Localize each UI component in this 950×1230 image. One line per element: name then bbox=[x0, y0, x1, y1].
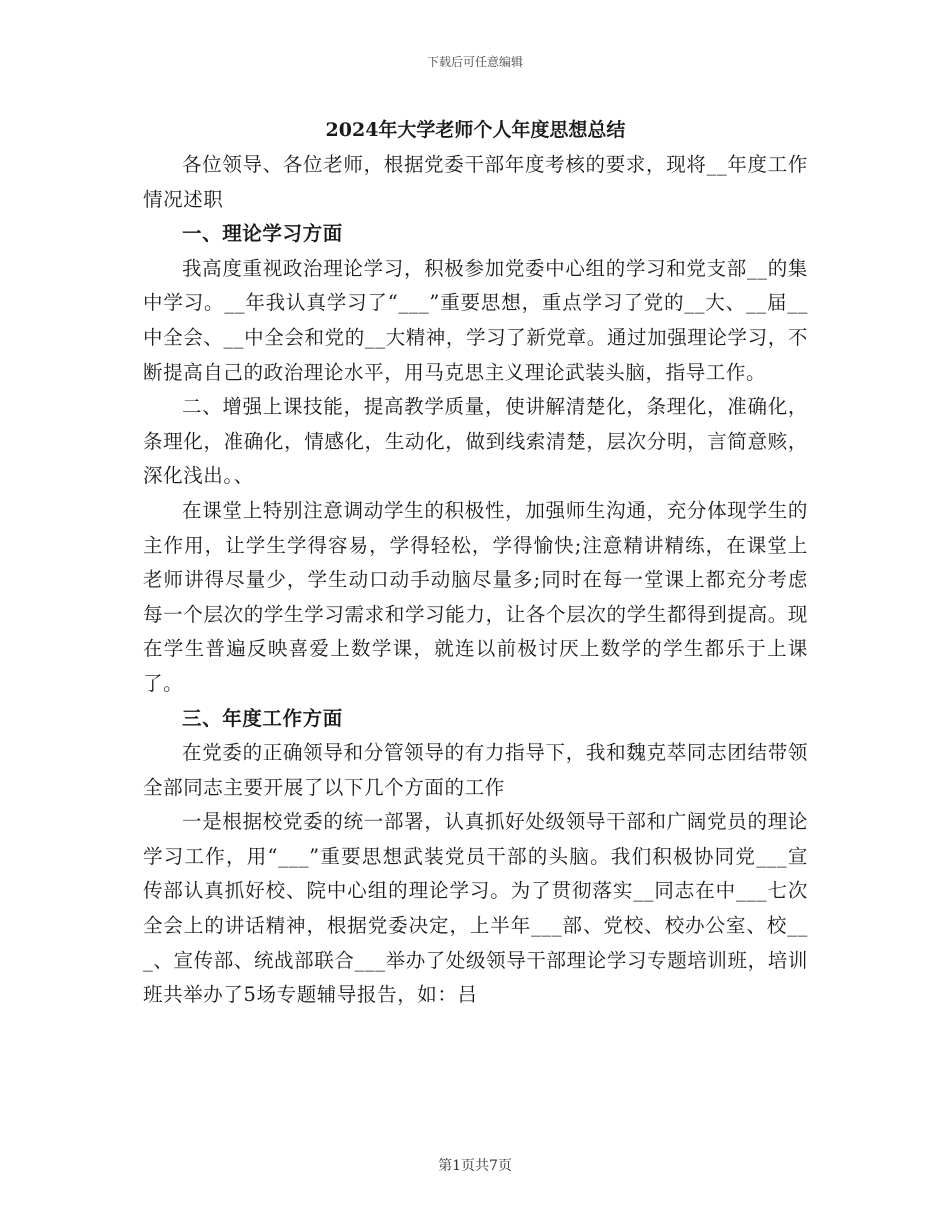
section-heading-annual-work: 三、年度工作方面 bbox=[182, 706, 343, 730]
page-header-note: 下载后可任意编辑 bbox=[426, 55, 523, 69]
paragraph-theory: 我高度重视政治理论学习，积极参加党委中心组的学习和党支部__的集中学习。__年我认真学习了“___”重要思想，重点学习了党的__大、__届__中全会、__中全会和党的__大精神，学习了新党章。通过加强理论学习，不断提高自己的政治理论水平，用马克思主义理论武装头脑，指导工作。 bbox=[143, 256, 808, 384]
section-heading-theory: 一、理论学习方面 bbox=[182, 222, 343, 246]
document-body bbox=[143, 112, 808, 1013]
paragraph-teaching: 二、增强上课技能，提高教学质量，使讲解清楚化，条理化，准确化，条理化，准确化，情感化，生动化，做到线索清楚，层次分明，言简意赅，深化浅出。、 bbox=[143, 395, 808, 488]
paragraph-leadership: 在党委的正确领导和分管领导的有力指导下，我和魏克萃同志团结带领全部同志主要开展了以下几个方面的工作 bbox=[143, 741, 808, 799]
paragraph-classroom: 在课堂上特别注意调动学生的积极性，加强师生沟通，充分体现学生的主作用，让学生学得容易，学得轻松，学得愉快;注意精讲精练，在课堂上老师讲得尽量少，学生动口动手动脑尽量多;同时在每一堂课上都充分考虑每一个层次的学生学习需求和学习能力，让各个层次的学生都得到提高。现在学生普遍反映喜爱上数学课，就连以前极讨厌上数学的学生都乐于上课了。 bbox=[143, 498, 808, 695]
document-title: 2024年大学老师个人年度思想总结 bbox=[325, 119, 626, 141]
page-footer-number: 第1页共7页 bbox=[438, 1158, 512, 1174]
paragraph-study-work: 一是根据校党委的统一部署，认真抓好处级领导干部和广阔党员的理论学习工作，用“___”重要思想武装党员干部的头脑。我们积极协同党___宣传部认真抓好校、院中心组的理论学习。为了贯彻落实__同志在中___七次全会上的讲话精神，根据党委决定，上半年___部、党校、校办公室、校___、宣传部、统战部联合___举办了处级领导干部理论学习专题培训班，培训班共举办了5场专题辅导报告，如：吕 bbox=[143, 810, 808, 1007]
paragraph-intro: 各位领导、各位老师，根据党委干部年度考核的要求，现将__年度工作情况述职 bbox=[143, 153, 808, 211]
